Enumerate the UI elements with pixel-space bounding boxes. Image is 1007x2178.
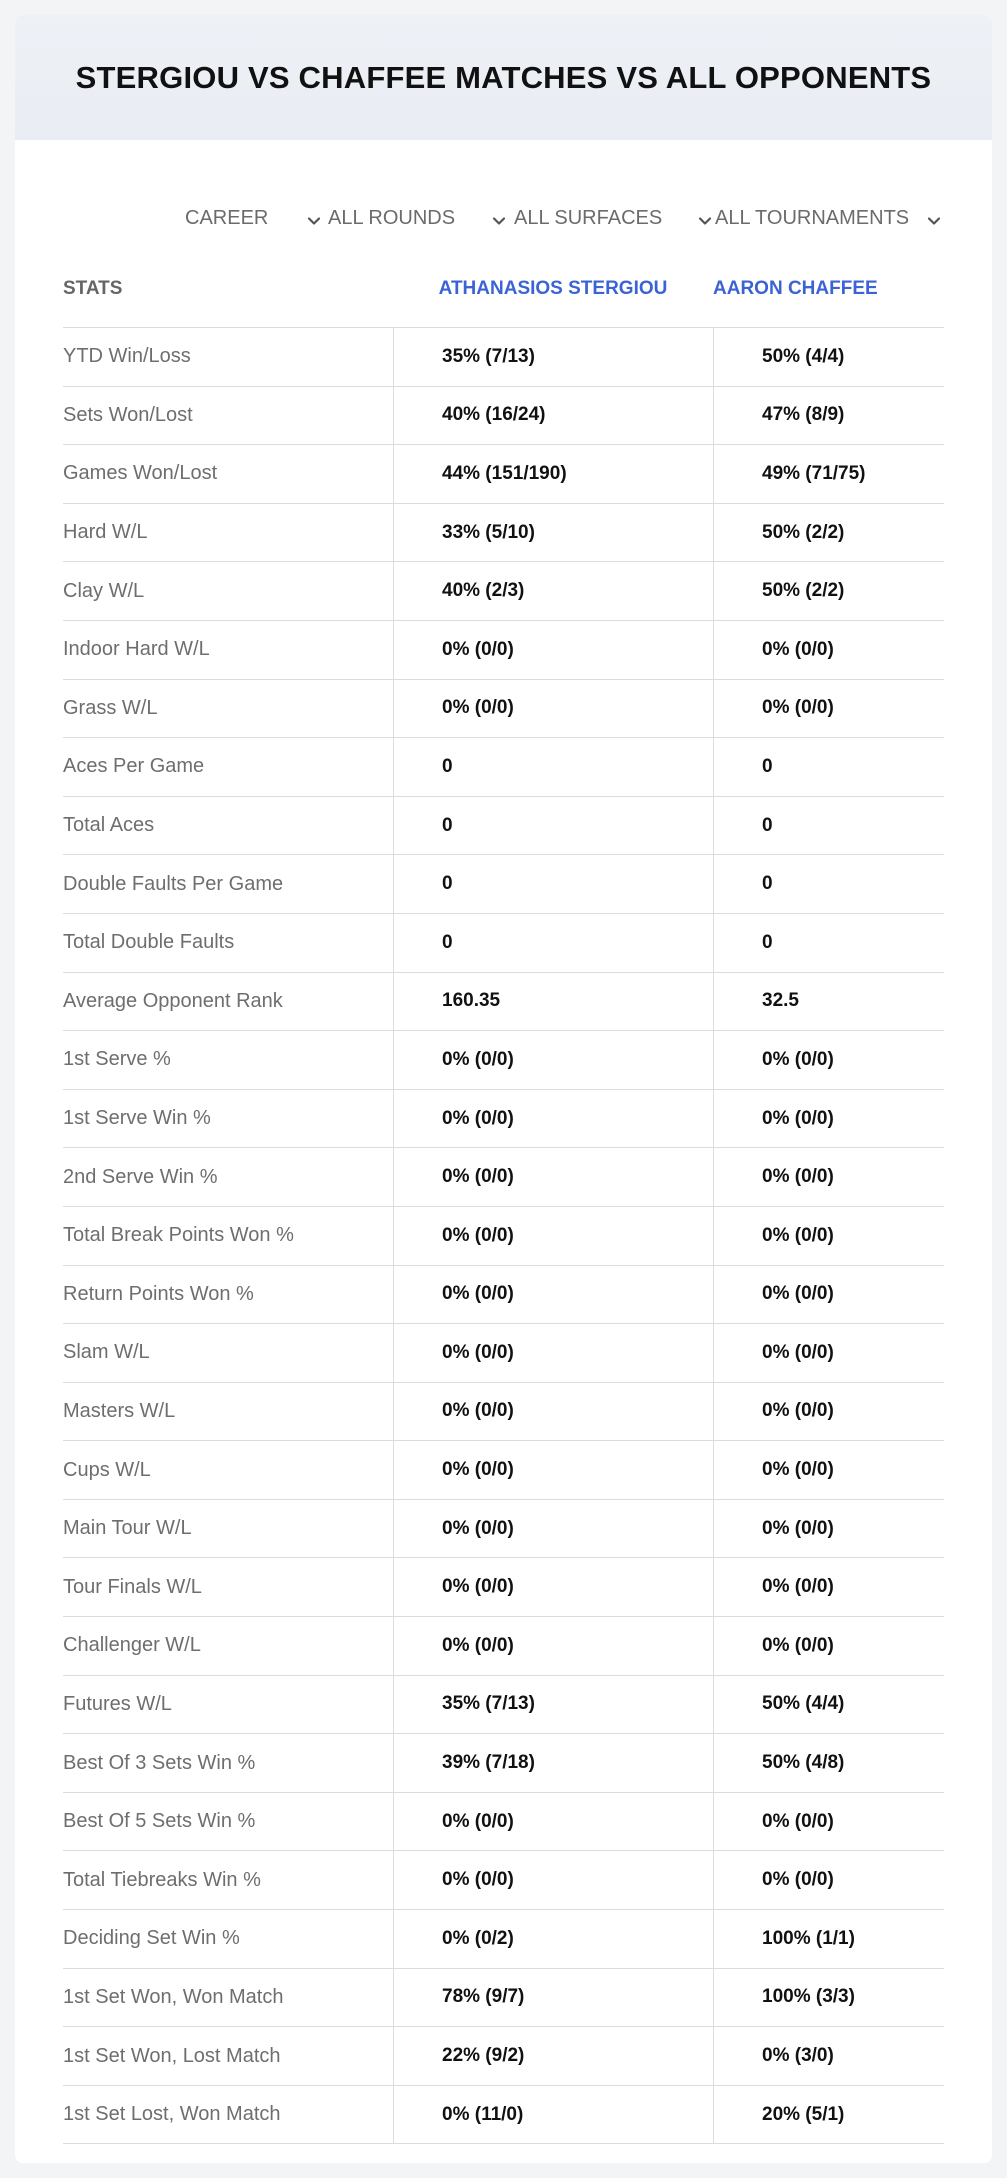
page-header <box>15 15 992 140</box>
table-body <box>63 328 944 2144</box>
filter-rounds[interactable] <box>328 193 506 243</box>
filter-label: ALL SURFACES <box>514 206 663 229</box>
player1-value: 0% (0/0) <box>393 621 714 679</box>
player1-value: 0% (0/0) <box>393 1500 714 1558</box>
table-row <box>63 2027 944 2086</box>
table-row <box>63 387 944 446</box>
table-row <box>63 1148 944 1207</box>
stat-label: Main Tour W/L <box>63 1517 192 1540</box>
stat-label: Futures W/L <box>63 1692 172 1715</box>
filter-tournaments[interactable] <box>715 193 941 243</box>
stats-card <box>15 15 992 2163</box>
player1-value: 44% (151/190) <box>393 445 714 503</box>
stat-label: 1st Set Won, Won Match <box>63 1985 284 2008</box>
table-row <box>63 1031 944 1090</box>
table-row <box>63 1500 944 1559</box>
player2-value: 0% (0/0) <box>762 1517 834 1539</box>
player2-value: 0% (0/0) <box>762 1634 834 1656</box>
player2-value: 50% (2/2) <box>762 521 845 543</box>
player1-value: 35% (7/13) <box>393 328 714 386</box>
table-row <box>63 1851 944 1910</box>
player1-value: 0% (0/0) <box>393 1148 714 1206</box>
player1-value: 0% (11/0) <box>393 2086 714 2144</box>
player2-value: 0% (0/0) <box>762 1869 834 1891</box>
table-row <box>63 1793 944 1852</box>
filter-career[interactable] <box>185 193 321 243</box>
stat-label: Best Of 5 Sets Win % <box>63 1810 256 1833</box>
stat-label: Sets Won/Lost <box>63 403 193 426</box>
table-row <box>63 1558 944 1617</box>
player2-value: 0% (0/0) <box>762 1107 834 1129</box>
player2-value: 0% (0/0) <box>762 1166 834 1188</box>
stat-label: Aces Per Game <box>63 755 205 778</box>
stat-label: Deciding Set Win % <box>63 1927 240 1950</box>
player2-value: 50% (4/4) <box>762 1693 845 1715</box>
table-row <box>63 1441 944 1500</box>
stat-label: Return Points Won % <box>63 1282 254 1305</box>
player2-value: 0% (0/0) <box>762 697 834 719</box>
player1-value: 35% (7/13) <box>393 1676 714 1734</box>
filter-label: CAREER <box>185 206 269 229</box>
chevron-down-icon <box>307 211 321 225</box>
player2-value: 0% (0/0) <box>762 1576 834 1598</box>
table-row <box>63 445 944 504</box>
player2-value: 0 <box>762 755 773 777</box>
stat-label: Masters W/L <box>63 1399 176 1422</box>
player2-value: 0% (0/0) <box>762 1400 834 1422</box>
table-row <box>63 562 944 621</box>
player1-value: 0 <box>393 855 714 913</box>
player2-value: 32.5 <box>762 990 799 1012</box>
player2-value: 100% (1/1) <box>762 1927 855 1949</box>
filter-surfaces[interactable] <box>514 193 712 243</box>
filter-label: ALL TOURNAMENTS <box>715 206 910 229</box>
table-row <box>63 1207 944 1266</box>
player2-value: 0% (0/0) <box>762 638 834 660</box>
player1-value: 0% (0/0) <box>393 1207 714 1265</box>
chevron-down-icon <box>492 211 506 225</box>
chevron-down-icon <box>927 211 941 225</box>
page-title: STERGIOU VS CHAFFEE MATCHES VS ALL OPPONENTS <box>75 59 932 95</box>
table-row <box>63 680 944 739</box>
stat-label: 1st Serve Win % <box>63 1107 211 1130</box>
player2-value: 0% (3/0) <box>762 2045 834 2067</box>
player1-value: 160.35 <box>393 973 714 1031</box>
player1-value: 0 <box>393 738 714 796</box>
filter-bar <box>15 193 992 243</box>
player1-value: 33% (5/10) <box>393 504 714 562</box>
player2-value: 0 <box>762 814 773 836</box>
table-row <box>63 1676 944 1735</box>
player2-value: 0% (0/0) <box>762 1341 834 1363</box>
table-header <box>63 250 944 328</box>
stat-label: 1st Serve % <box>63 1048 171 1071</box>
stat-label: Hard W/L <box>63 521 148 544</box>
player1-value: 0% (0/0) <box>393 1617 714 1675</box>
stat-label: Games Won/Lost <box>63 462 218 485</box>
player1-value: 0 <box>393 797 714 855</box>
player2-value: 0% (0/0) <box>762 1283 834 1305</box>
table-row <box>63 504 944 563</box>
player2-value: 20% (5/1) <box>762 2103 845 2125</box>
table-row <box>63 797 944 856</box>
header-player1-link[interactable]: ATHANASIOS STERGIOU <box>438 277 668 299</box>
player2-value: 100% (3/3) <box>762 1986 855 2008</box>
stat-label: Double Faults Per Game <box>63 872 284 895</box>
stat-label: Average Opponent Rank <box>63 989 283 1012</box>
player1-value: 0% (0/0) <box>393 680 714 738</box>
player2-value: 0 <box>762 931 773 953</box>
player1-value: 0% (0/2) <box>393 1910 714 1968</box>
player1-value: 0% (0/0) <box>393 1558 714 1616</box>
stat-label: Slam W/L <box>63 1341 150 1364</box>
stat-label: 2nd Serve Win % <box>63 1165 218 1188</box>
stat-label: Tour Finals W/L <box>63 1575 202 1598</box>
player2-value: 50% (4/8) <box>762 1752 845 1774</box>
table-row <box>63 1090 944 1149</box>
stat-label: Indoor Hard W/L <box>63 638 210 661</box>
stat-label: Total Break Points Won % <box>63 1224 294 1247</box>
table-row <box>63 2086 944 2145</box>
player2-value: 0% (0/0) <box>762 1048 834 1070</box>
player2-value: 0% (0/0) <box>762 1459 834 1481</box>
player1-value: 0 <box>393 914 714 972</box>
player1-value: 0% (0/0) <box>393 1324 714 1382</box>
chevron-down-icon <box>698 211 712 225</box>
player1-value: 0% (0/0) <box>393 1090 714 1148</box>
table-row <box>63 1734 944 1793</box>
table-row <box>63 914 944 973</box>
player1-value: 0% (0/0) <box>393 1441 714 1499</box>
table-row <box>63 1617 944 1676</box>
player1-value: 0% (0/0) <box>393 1383 714 1441</box>
player2-value: 50% (4/4) <box>762 345 845 367</box>
filter-label: ALL ROUNDS <box>328 206 456 229</box>
player1-value: 39% (7/18) <box>393 1734 714 1792</box>
table-row <box>63 738 944 797</box>
player1-value: 0% (0/0) <box>393 1031 714 1089</box>
stat-label: Total Tiebreaks Win % <box>63 1868 261 1891</box>
stat-label: Best Of 3 Sets Win % <box>63 1751 256 1774</box>
player1-value: 0% (0/0) <box>393 1793 714 1851</box>
player2-value: 47% (8/9) <box>762 404 845 426</box>
stats-table <box>63 250 944 2144</box>
table-row <box>63 1266 944 1325</box>
table-row <box>63 1383 944 1442</box>
player1-value: 40% (16/24) <box>393 387 714 445</box>
table-row <box>63 621 944 680</box>
stat-label: Cups W/L <box>63 1458 151 1481</box>
table-row <box>63 328 944 387</box>
player2-value: 49% (71/75) <box>762 462 866 484</box>
header-player2-link[interactable]: AARON CHAFFEE <box>713 277 878 299</box>
header-stats: STATS <box>63 277 123 299</box>
stat-label: Grass W/L <box>63 696 158 719</box>
player1-value: 78% (9/7) <box>393 1969 714 2027</box>
stat-label: 1st Set Won, Lost Match <box>63 2044 281 2067</box>
stat-label: YTD Win/Loss <box>63 345 191 368</box>
player2-value: 0% (0/0) <box>762 1224 834 1246</box>
table-row <box>63 1324 944 1383</box>
player2-value: 0% (0/0) <box>762 1810 834 1832</box>
table-row <box>63 855 944 914</box>
player1-value: 0% (0/0) <box>393 1266 714 1324</box>
stat-label: Total Aces <box>63 814 155 837</box>
table-row <box>63 1910 944 1969</box>
player1-value: 0% (0/0) <box>393 1851 714 1909</box>
player1-value: 40% (2/3) <box>393 562 714 620</box>
player2-value: 50% (2/2) <box>762 580 845 602</box>
stat-label: Challenger W/L <box>63 1634 201 1657</box>
stat-label: 1st Set Lost, Won Match <box>63 2103 281 2126</box>
player2-value: 0 <box>762 873 773 895</box>
table-row <box>63 973 944 1032</box>
table-row <box>63 1969 944 2028</box>
player1-value: 22% (9/2) <box>393 2027 714 2085</box>
stat-label: Total Double Faults <box>63 931 235 954</box>
stat-label: Clay W/L <box>63 579 145 602</box>
